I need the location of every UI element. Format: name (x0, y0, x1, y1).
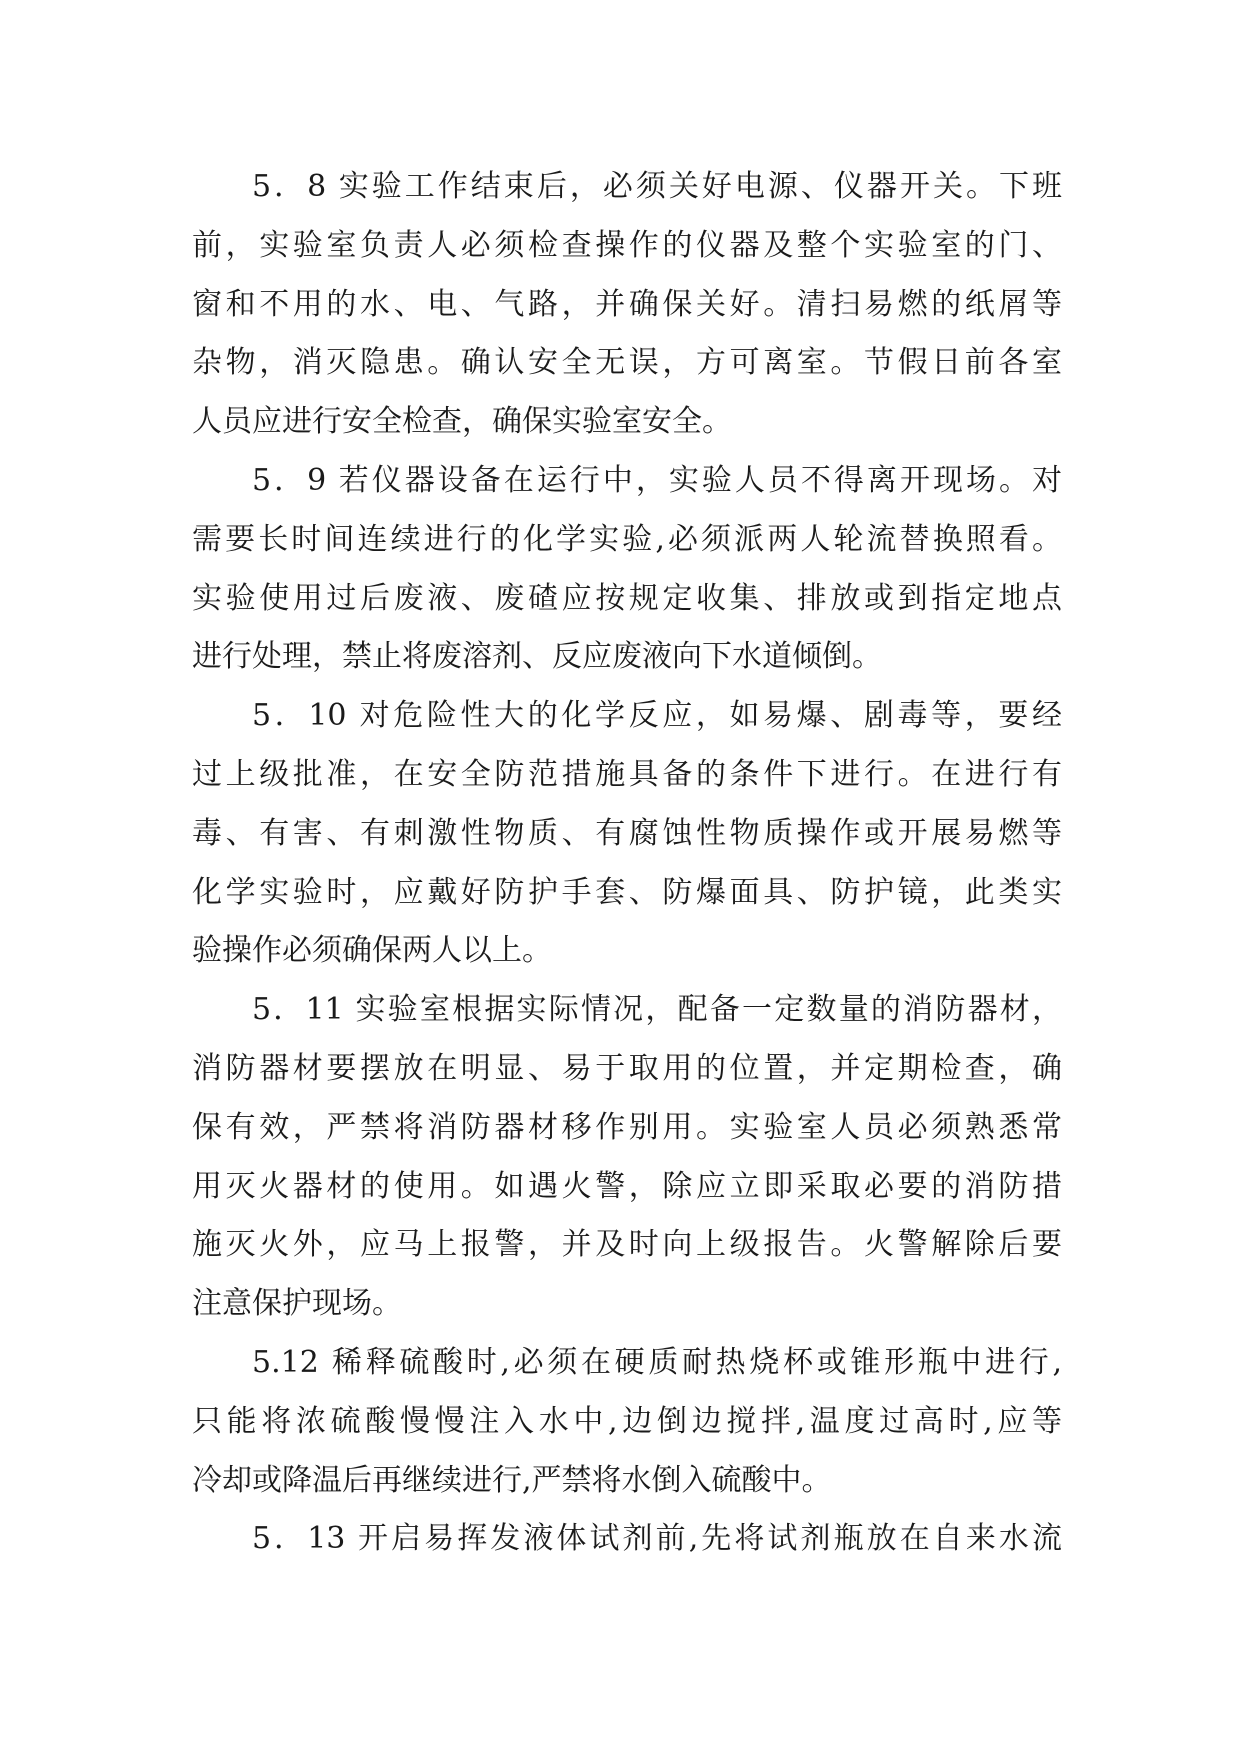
text-line: 毒、有害、有刺激性物质、有腐蚀性物质操作或开展易燃等 (192, 815, 1062, 851)
text-line: 人员应进行安全检查，确保实验室安全。 (192, 404, 732, 440)
text-line: 验操作必须确保两人以上。 (192, 933, 552, 969)
text-line: 化学实验时，应戴好防护手套、防爆面具、防护镜，此类实 (192, 874, 1062, 910)
text-line: 5．11 实验室根据实际情况，配备一定数量的消防器材， (252, 992, 1062, 1028)
paragraph-5-9 (192, 452, 1062, 687)
text-line: 实验使用过后废液、废碴应按规定收集、排放或到指定地点 (192, 580, 1062, 616)
text-line: 施灭火外，应马上报警，并及时向上级报告。火警解除后要 (192, 1227, 1062, 1263)
document-body (192, 158, 1062, 1569)
text-line: 需要长时间连续进行的化学实验,必须派两人轮流替换照看。 (192, 521, 1062, 557)
text-line: 5．10 对危险性大的化学反应，如易爆、剧毒等，要经 (252, 698, 1062, 734)
text-line: 前，实验室负责人必须检查操作的仪器及整个实验室的门、 (192, 227, 1062, 263)
text-line: 5．8 实验工作结束后，必须关好电源、仪器开关。下班 (252, 169, 1062, 204)
paragraph-5-11 (192, 981, 1062, 1334)
paragraph-5-12 (192, 1334, 1062, 1510)
text-line: 消防器材要摆放在明显、易于取用的位置，并定期检查，确 (192, 1050, 1062, 1086)
text-line: 5．13 开启易挥发液体试剂前,先将试剂瓶放在自来水流 (252, 1521, 1062, 1557)
paragraph-5-10 (192, 687, 1062, 981)
text-line: 保有效，严禁将消防器材移作别用。实验室人员必须熟悉常 (192, 1109, 1062, 1145)
text-line: 用灭火器材的使用。如遇火警，除应立即采取必要的消防措 (192, 1168, 1062, 1204)
text-line: 5．9 若仪器设备在运行中，实验人员不得离开现场。对 (252, 462, 1062, 498)
text-line: 过上级批准，在安全防范措施具备的条件下进行。在进行有 (192, 756, 1062, 792)
text-line: 进行处理，禁止将废溶剂、反应废液向下水道倾倒。 (192, 639, 882, 675)
text-line: 注意保护现场。 (192, 1286, 402, 1322)
paragraph-5-8 (192, 158, 1062, 452)
text-line: 5.12 稀释硫酸时,必须在硬质耐热烧杯或锥形瓶中进行, (252, 1344, 1062, 1380)
paragraph-5-13 (192, 1510, 1062, 1569)
text-line: 冷却或降温后再继续进行,严禁将水倒入硫酸中。 (192, 1462, 832, 1498)
text-line: 杂物，消灭隐患。确认安全无误，方可离室。节假日前各室 (192, 345, 1062, 381)
text-line: 只能将浓硫酸慢慢注入水中,边倒边搅拌,温度过高时,应等 (192, 1403, 1062, 1439)
text-line: 窗和不用的水、电、气路，并确保关好。清扫易燃的纸屑等 (192, 286, 1062, 322)
